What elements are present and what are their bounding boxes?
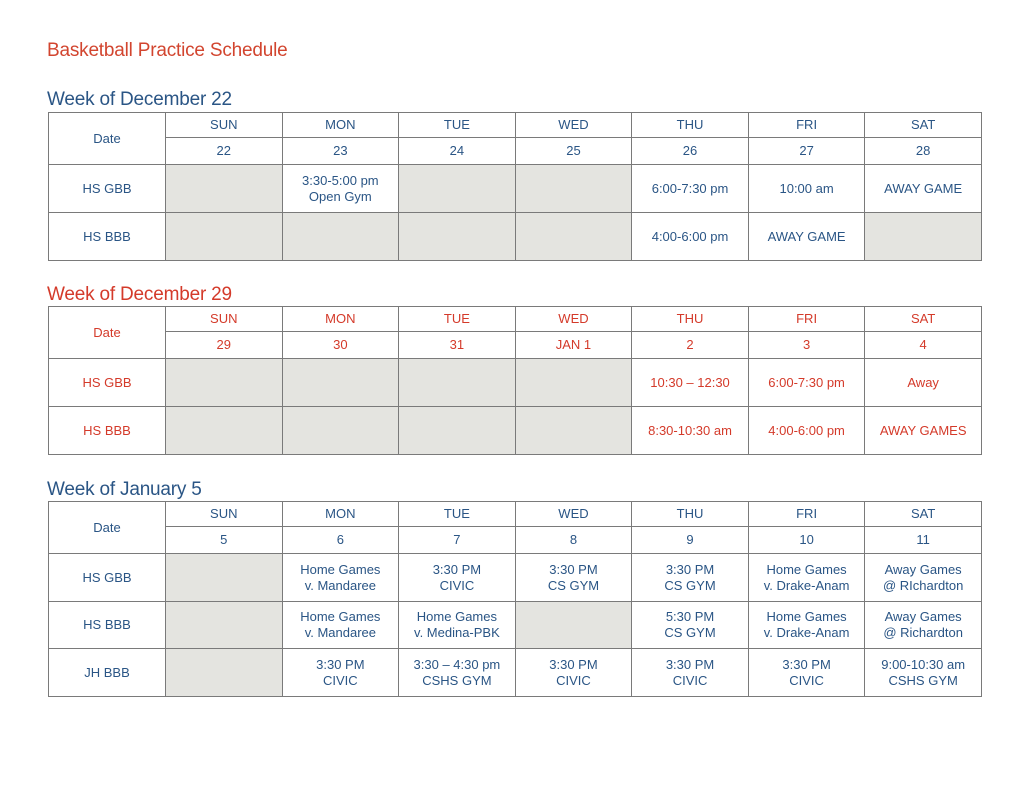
no-practice-cell (399, 165, 516, 213)
day-header-thu: THU (632, 502, 749, 527)
date-row (49, 527, 982, 554)
team-label-cell: HS BBB (49, 602, 166, 649)
schedule-cell-line: AWAY GAMES (879, 422, 967, 438)
team-label-cell: HS GBB (49, 165, 166, 213)
schedule-cell (748, 359, 865, 407)
schedule-cell-line: CIVIC (556, 672, 591, 688)
date-cell: 23 (282, 138, 399, 165)
date-row (49, 138, 982, 165)
schedule-cell-line: 4:00-6:00 pm (651, 228, 729, 244)
schedule-cell (748, 649, 865, 697)
day-header-tue: TUE (399, 502, 516, 527)
schedule-cell-line: 3:30 PM (432, 561, 482, 577)
schedule-cell (282, 602, 399, 649)
no-practice-cell (515, 602, 632, 649)
schedule-cell (748, 407, 865, 455)
week1-heading: Week of December 22 (47, 89, 232, 110)
day-header-thu: THU (632, 113, 749, 138)
schedule-cell (632, 165, 749, 213)
schedule-cell-line: 8:30-10:30 am (648, 422, 732, 438)
no-practice-cell (166, 165, 283, 213)
date-cell: 10 (748, 527, 865, 554)
schedule-cell-line: 3:30 PM (549, 656, 598, 672)
no-practice-cell (515, 359, 632, 407)
week1-table (48, 112, 982, 261)
date-cell: 29 (166, 332, 283, 359)
team-row (49, 649, 982, 697)
day-header-row (49, 113, 982, 138)
schedule-cell (515, 554, 632, 602)
team-label-cell: HS GBB (49, 554, 166, 602)
schedule-cell-line: CS GYM (664, 625, 716, 640)
schedule-cell-line: Away Games (884, 561, 962, 577)
schedule-cell-line: CIVIC (789, 672, 824, 688)
date-cell: 9 (632, 527, 749, 554)
no-practice-cell (282, 407, 399, 455)
week3-table (48, 501, 982, 697)
schedule-cell (632, 213, 749, 261)
team-label-cell: HS GBB (49, 359, 166, 407)
date-cell: 8 (515, 527, 632, 554)
no-practice-cell (166, 554, 283, 602)
schedule-cell-line: 9:00-10:30 am (881, 656, 966, 672)
schedule-cell-line: v. Medina-PBK (414, 625, 500, 640)
schedule-cell-line: v. Drake-Anam (763, 625, 850, 640)
schedule-cell-line: CS GYM (664, 577, 716, 593)
date-cell: 2 (632, 332, 749, 359)
no-practice-cell (865, 213, 982, 261)
schedule-cell (399, 602, 516, 649)
day-header-wed: WED (515, 307, 632, 332)
no-practice-cell (282, 213, 399, 261)
schedule-cell (632, 554, 749, 602)
day-header-mon: MON (282, 502, 399, 527)
schedule-cell (515, 649, 632, 697)
schedule-cell-line: 3:30 PM (316, 656, 365, 672)
day-header-wed: WED (515, 502, 632, 527)
schedule-cell (399, 649, 516, 697)
document-title: Basketball Practice Schedule (47, 40, 288, 61)
date-row (49, 332, 982, 359)
no-practice-cell (166, 649, 283, 697)
date-cell: 27 (748, 138, 865, 165)
schedule-cell (865, 407, 982, 455)
team-row (49, 359, 982, 407)
schedule-cell-line: 3:30 PM (782, 656, 831, 672)
day-header-mon: MON (282, 113, 399, 138)
schedule-cell-line: 3:30-5:00 pm (302, 172, 379, 188)
week3-heading: Week of January 5 (47, 479, 202, 500)
week2-heading: Week of December 29 (47, 284, 232, 305)
day-header-fri: FRI (748, 502, 865, 527)
day-header-sun: SUN (166, 502, 283, 527)
week2-table (48, 306, 982, 455)
schedule-cell (632, 649, 749, 697)
schedule-cell (865, 359, 982, 407)
day-header-fri: FRI (748, 113, 865, 138)
team-label-cell: JH BBB (49, 649, 166, 697)
team-label-cell: HS BBB (49, 407, 166, 455)
day-header-thu: THU (632, 307, 749, 332)
team-label-cell: HS BBB (49, 213, 166, 261)
schedule-cell (632, 602, 749, 649)
schedule-cell-line: Home Games (766, 561, 847, 577)
team-row (49, 213, 982, 261)
schedule-cell-line: 5:30 PM (665, 609, 715, 624)
schedule-cell-line: @ RIchardton (882, 577, 964, 593)
team-row (49, 407, 982, 455)
schedule-cell-line: CIVIC (323, 672, 358, 688)
day-header-sun: SUN (166, 113, 283, 138)
schedule-cell (748, 213, 865, 261)
schedule-cell-line: CSHS GYM (888, 672, 958, 688)
day-header-sat: SAT (865, 307, 982, 332)
no-practice-cell (166, 407, 283, 455)
date-label-cell: Date (49, 307, 166, 359)
day-header-row (49, 502, 982, 527)
day-header-tue: TUE (399, 307, 516, 332)
date-cell: 3 (748, 332, 865, 359)
schedule-cell (399, 554, 516, 602)
schedule-cell-line: 3:30 PM (665, 656, 715, 672)
schedule-cell-line: AWAY GAME (884, 180, 963, 196)
no-practice-cell (515, 213, 632, 261)
schedule-cell-line: 6:00-7:30 pm (768, 374, 845, 390)
team-row (49, 554, 982, 602)
day-header-fri: FRI (748, 307, 865, 332)
no-practice-cell (515, 165, 632, 213)
date-cell: 24 (399, 138, 516, 165)
schedule-cell (748, 602, 865, 649)
date-cell: 6 (282, 527, 399, 554)
schedule-cell (282, 554, 399, 602)
no-practice-cell (166, 602, 283, 649)
date-cell: 30 (282, 332, 399, 359)
schedule-cell-line: 10:30 – 12:30 (650, 374, 730, 390)
schedule-cell-line: 3:30 PM (665, 561, 715, 577)
schedule-cell-line: Away (907, 374, 939, 390)
schedule-cell-line: @ Richardton (883, 625, 963, 640)
no-practice-cell (399, 359, 516, 407)
date-cell: 22 (166, 138, 283, 165)
schedule-cell-line: Open Gym (308, 188, 372, 204)
schedule-cell-line: v. Drake-Anam (763, 577, 850, 593)
schedule-cell (865, 602, 982, 649)
date-label-cell: Date (49, 113, 166, 165)
schedule-cell-line: Home Games (300, 609, 381, 624)
day-header-wed: WED (515, 113, 632, 138)
schedule-cell-line: AWAY GAME (767, 228, 846, 244)
schedule-cell-line: 3:30 – 4:30 pm (413, 656, 501, 672)
day-header-row (49, 307, 982, 332)
schedule-cell-line: v. Mandaree (304, 625, 376, 640)
schedule-cell (632, 359, 749, 407)
schedule-cell-line: CIVIC (439, 577, 475, 593)
no-practice-cell (515, 407, 632, 455)
schedule-cell-line: v. Mandaree (304, 577, 376, 593)
schedule-cell (865, 649, 982, 697)
date-cell: 4 (865, 332, 982, 359)
schedule-cell (632, 407, 749, 455)
schedule-cell-line: 10:00 am (779, 180, 834, 196)
schedule-cell-line: CS GYM (547, 577, 600, 593)
day-header-tue: TUE (399, 113, 516, 138)
no-practice-cell (399, 407, 516, 455)
schedule-cell-line: 4:00-6:00 pm (768, 422, 845, 438)
no-practice-cell (282, 359, 399, 407)
schedule-cell-line: CSHS GYM (422, 672, 492, 688)
schedule-cell-line: Home Games (416, 609, 497, 624)
date-label-cell: Date (49, 502, 166, 554)
schedule-cell (748, 165, 865, 213)
schedule-cell (865, 554, 982, 602)
day-header-mon: MON (282, 307, 399, 332)
schedule-cell (748, 554, 865, 602)
team-row (49, 165, 982, 213)
date-cell: 31 (399, 332, 516, 359)
schedule-cell-line: CIVIC (672, 672, 708, 688)
date-cell: 11 (865, 527, 982, 554)
schedule-cell (282, 649, 399, 697)
schedule-cell-line: 6:00-7:30 pm (651, 180, 729, 196)
team-row (49, 602, 982, 649)
no-practice-cell (166, 359, 283, 407)
date-cell: 25 (515, 138, 632, 165)
schedule-cell-line: 3:30 PM (549, 561, 598, 577)
day-header-sat: SAT (865, 113, 982, 138)
day-header-sun: SUN (166, 307, 283, 332)
schedule-cell (282, 165, 399, 213)
date-cell: 5 (166, 527, 283, 554)
date-cell: JAN 1 (515, 332, 632, 359)
schedule-cell (865, 165, 982, 213)
schedule-cell-line: Home Games (300, 561, 381, 577)
day-header-sat: SAT (865, 502, 982, 527)
date-cell: 26 (632, 138, 749, 165)
date-cell: 7 (399, 527, 516, 554)
date-cell: 28 (865, 138, 982, 165)
no-practice-cell (166, 213, 283, 261)
schedule-cell-line: Away Games (884, 609, 962, 624)
schedule-cell-line: Home Games (766, 609, 847, 624)
no-practice-cell (399, 213, 516, 261)
